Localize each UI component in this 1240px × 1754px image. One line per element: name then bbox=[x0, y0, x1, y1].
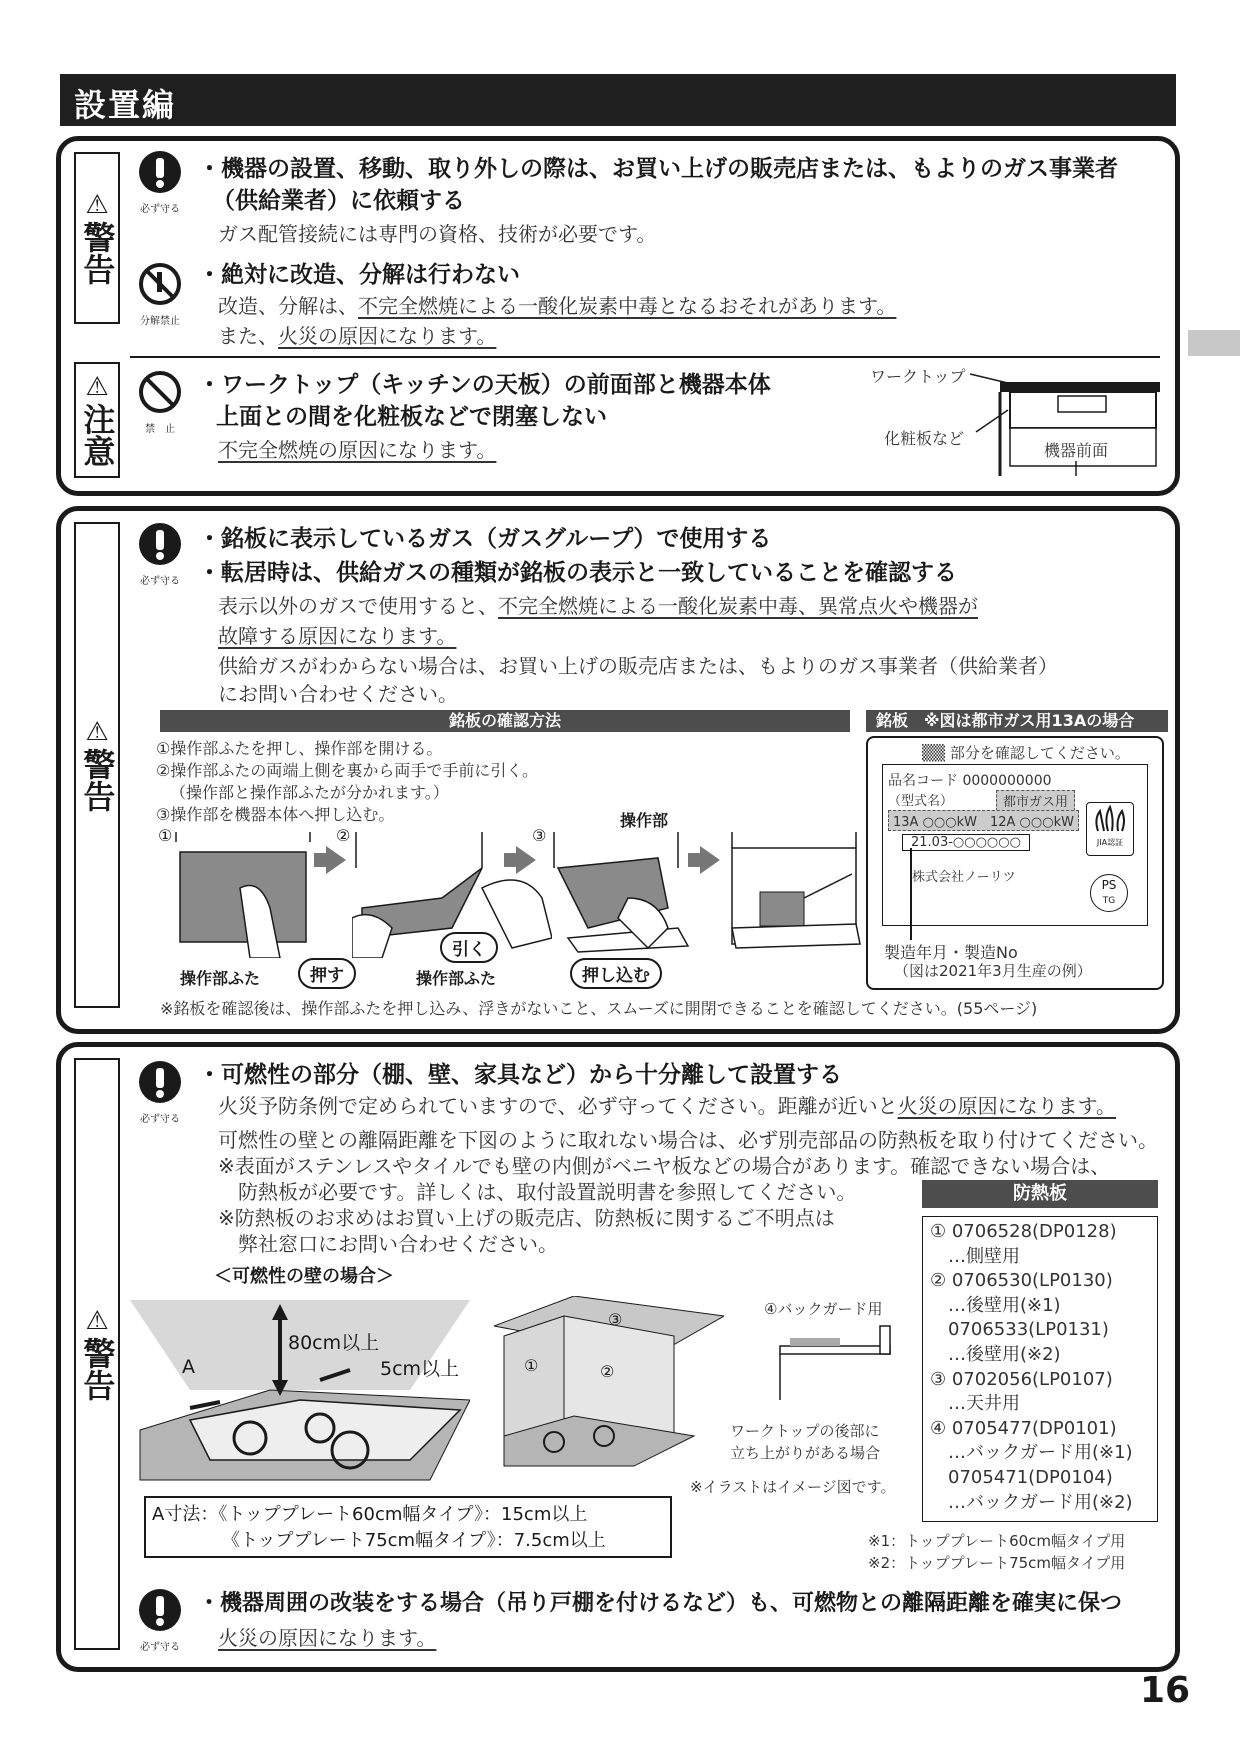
step-number-1: ① bbox=[158, 826, 173, 845]
shield-list-item: …バックガード用(※1) bbox=[930, 1442, 1133, 1464]
p3-body5: ※防熱板のお求めはお買い上げの販売店、防熱板に関するご不明点は bbox=[218, 1206, 835, 1230]
must-icon: 必ず守る bbox=[130, 1588, 190, 1653]
shield-list-item: …後壁用(※1) bbox=[930, 1294, 1061, 1316]
dim-5cm: 5cm以上 bbox=[380, 1358, 460, 1380]
ps-text: PS bbox=[1101, 878, 1117, 892]
dim-80cm: 80cm以上 bbox=[288, 1332, 380, 1354]
p2-body1: 表示以外のガスで使用すると、不完全燃焼による一酸化炭素中毒、異常点火や機器が bbox=[218, 594, 978, 618]
plate-check-note: ▒▒ 部分を確認してください。 bbox=[922, 744, 1130, 762]
plate-maker: 株式会社ノーリツ bbox=[912, 870, 1016, 885]
shield-list-item: …側壁用 bbox=[930, 1245, 1020, 1267]
shield-list-item: ① 0706528(DP0128) bbox=[930, 1221, 1117, 1242]
fig-panel-label: 化粧板など bbox=[884, 429, 965, 448]
w2-body1: 改造、分解は、不完全燃焼による一酸化炭素中毒となるおそれがあります。 bbox=[218, 294, 897, 318]
p3-body7: 火災の原因になります。 bbox=[218, 1626, 437, 1650]
prohibit-icon: 禁 止 bbox=[130, 370, 190, 435]
caution-body: 不完全燃焼の原因になります。 bbox=[218, 438, 497, 462]
nameplate-title-bar: 銘板 ※図は都市ガス用13Aの場合 bbox=[866, 710, 1168, 732]
warning-triangle-icon: ⚠ bbox=[85, 1306, 109, 1337]
worktop-figure bbox=[870, 366, 1160, 476]
p3-heading2: ・機器周囲の改装をする場合（吊り戸棚を付けるなど）も、可燃物との離隔距離を確実に保つ bbox=[198, 1591, 1123, 1616]
shield-list-item: ④ 0705477(DP0101) bbox=[930, 1417, 1117, 1439]
plate-city-gas: 都市ガス用 bbox=[996, 790, 1075, 811]
p2-footnote: ※銘板を確認後は、操作部ふたを押し込み、浮きがないこと、スムーズに開閉できることを確認してください。(55ページ) bbox=[160, 999, 1038, 1018]
step-number-2: ② bbox=[336, 826, 351, 845]
caution-heading-line1: ・ワークトップ（キッチンの天板）の前面部と機器本体 bbox=[198, 372, 771, 398]
a-dim-line1: A寸法：《トッププレート60cm幅タイプ》：15cm以上 bbox=[152, 1504, 588, 1525]
p3-body3: ※表面がステンレスやタイルでも壁の内側がベニヤ板などの場合があります。確認できない場合は、 bbox=[218, 1154, 1111, 1178]
howto-step2b: （操作部と操作部ふたが分かれます。） bbox=[170, 783, 449, 802]
shield-title-bar: 防熱板 bbox=[922, 1180, 1158, 1208]
shield-list-item: …バックガード用(※2) bbox=[930, 1491, 1133, 1513]
must-icon: 必ず守る bbox=[130, 1060, 190, 1125]
caution-text: 注意 bbox=[78, 402, 117, 467]
p2-body3: 供給ガスがわからない場合は、お買い上げの販売店または、もよりのガス事業者（供給業者） bbox=[218, 654, 1058, 678]
p2-body2: 故障する原因になります。 bbox=[218, 624, 457, 648]
warning-text: 警告 bbox=[78, 747, 117, 812]
p2-heading1: ・銘板に表示しているガス（ガスグループ）で使用する bbox=[198, 526, 772, 552]
step3-illustration bbox=[548, 828, 698, 958]
shield-list-item: ② 0706530(LP0130) bbox=[930, 1270, 1113, 1292]
must-icon: 必ず守る bbox=[130, 522, 190, 587]
plate-date-label: 製造年月・製造No bbox=[884, 943, 1018, 962]
must-icon: 必ず守る bbox=[130, 150, 190, 215]
warning-label bbox=[74, 152, 120, 324]
p2-body4: にお問い合わせください。 bbox=[218, 682, 458, 706]
fig-num-3: ③ bbox=[608, 1310, 623, 1329]
howto-step2: ②操作部ふたの両端上側を裏から両手で手前に引く。 bbox=[156, 761, 539, 780]
section-header bbox=[60, 74, 1176, 126]
caution-triangle-icon: ⚠ bbox=[85, 372, 109, 403]
push-in-badge: 押し込む bbox=[570, 958, 662, 989]
step-arrow-1 bbox=[326, 846, 346, 874]
fig-illustration-note: ※イラストはイメージ図です。 bbox=[690, 1478, 896, 1496]
p3-body2: 可燃性の壁との離隔距離を下図のように取れない場合は、必ず別売部品の防熱板を取り付けてください。 bbox=[218, 1128, 1158, 1152]
w2-heading: ・絶対に改造、分解は行わない bbox=[198, 262, 520, 288]
dim-a: A bbox=[182, 1356, 195, 1378]
caution-label bbox=[74, 362, 120, 478]
clearance-illustration bbox=[130, 1290, 470, 1490]
howto-step3: ③操作部を機器本体へ押し込む。 bbox=[156, 805, 395, 824]
fig-num-2: ② bbox=[600, 1362, 615, 1381]
shield-list-item: ③ 0702056(LP0107) bbox=[930, 1368, 1113, 1390]
fig-front-label: 機器前面 bbox=[1040, 438, 1112, 461]
w1-heading-line1: ・機器の設置、移動、取り外しの際は、お買い上げの販売店または、もよりのガス事業者 bbox=[198, 156, 1118, 182]
step-number-3: ③ bbox=[532, 826, 547, 845]
caution-heading-line2: 上面との間を化粧板などで閉塞しない bbox=[216, 404, 607, 430]
w1-heading-line2: （供給業者）に依頼する bbox=[212, 188, 465, 214]
step4-illustration bbox=[726, 828, 866, 958]
plate-kw: 13A ○○○kW 12A ○○○kW bbox=[888, 810, 1079, 831]
w1-body: ガス配管接続には専門の資格、技術が必要です。 bbox=[218, 222, 657, 246]
push-badge: 押す bbox=[298, 958, 356, 989]
plate-code: 品名コード 0000000000 bbox=[888, 773, 1052, 789]
p3-body6: 弊社窓口にお問い合わせください。 bbox=[238, 1232, 558, 1256]
p3-body4: 防熱板が必要です。詳しくは、取付設置説明書を参照してください。 bbox=[238, 1180, 857, 1204]
plate-serial: 21.03-○○○○○○ bbox=[902, 834, 1030, 851]
p3-body1: 火災予防条例で定められていますので、必ず守ってください。距離が近いと火災の原因になります。 bbox=[218, 1094, 1117, 1118]
footnote-1: ※1：トッププレート60cm幅タイプ用 bbox=[868, 1532, 1126, 1550]
shield-list-item: 0706533(LP0131) bbox=[930, 1319, 1109, 1341]
shield-items bbox=[930, 1220, 1133, 1515]
a-dim-line2: 《トッププレート75cm幅タイプ》：7.5cm以上 bbox=[222, 1530, 606, 1551]
p3-heading1: ・可燃性の部分（棚、壁、家具など）から十分離して設置する bbox=[198, 1062, 842, 1088]
howto-title-bar: 銘板の確認方法 bbox=[160, 710, 850, 732]
pull-badge: 引く bbox=[440, 932, 498, 963]
fig-num-1: ① bbox=[524, 1356, 539, 1375]
side-tab-marker bbox=[1188, 330, 1240, 356]
warning-label-2 bbox=[74, 522, 120, 1008]
label-lid-1: 操作部ふた bbox=[180, 969, 261, 988]
step-arrow-3 bbox=[700, 846, 720, 874]
shield-list-item: …後壁用(※2) bbox=[930, 1343, 1061, 1365]
panel-divider bbox=[130, 356, 1160, 358]
warning-label-3 bbox=[74, 1058, 120, 1650]
fig-wall-title: ＜可燃性の壁の場合＞ bbox=[214, 1266, 394, 1287]
plate-date-example: （図は2021年3月生産の例） bbox=[894, 962, 1092, 980]
ps-tg-mark-icon bbox=[1090, 874, 1128, 912]
warning-text: 警告 bbox=[78, 220, 117, 285]
step-arrow-2 bbox=[516, 846, 536, 874]
step1-illustration bbox=[170, 828, 320, 958]
page-number: 16 bbox=[1140, 1670, 1191, 1711]
w2-body2: また、火災の原因になります。 bbox=[218, 324, 497, 348]
jia-text: JIA認証 bbox=[1096, 838, 1124, 847]
warning-triangle-icon: ⚠ bbox=[85, 717, 109, 748]
section-title: 設置編 bbox=[74, 86, 177, 124]
label-lid-2: 操作部ふた bbox=[416, 969, 497, 988]
backguard-illustration bbox=[770, 1320, 900, 1400]
shield-list-item: …天井用 bbox=[930, 1393, 1020, 1415]
no-disassemble-icon: 分解禁止 bbox=[130, 262, 190, 327]
warning-text: 警告 bbox=[78, 1336, 117, 1401]
fig-worktop-label: ワークトップ bbox=[870, 367, 966, 386]
fig-note-line1: ワークトップの後部に bbox=[730, 1422, 880, 1440]
label-control-unit: 操作部 bbox=[620, 811, 669, 830]
p2-heading2: ・転居時は、供給ガスの種類が銘板の表示と一致していることを確認する bbox=[198, 560, 957, 586]
plate-leader-line bbox=[910, 848, 912, 940]
shield-list-item: 0705471(DP0104) bbox=[930, 1466, 1113, 1488]
fig-note-line2: 立ち上がりがある場合 bbox=[730, 1444, 881, 1462]
jia-flame-icon bbox=[1086, 802, 1134, 856]
warning-triangle-icon: ⚠ bbox=[85, 190, 109, 221]
howto-step1: ①操作部ふたを押し、操作部を開ける。 bbox=[156, 739, 443, 758]
fig-backguard-label: ④バックガード用 bbox=[764, 1300, 883, 1318]
plate-model: （型式名） bbox=[888, 794, 954, 809]
footnote-2: ※2：トッププレート75cm幅タイプ用 bbox=[868, 1554, 1126, 1572]
tg-text: TG bbox=[1102, 896, 1116, 906]
